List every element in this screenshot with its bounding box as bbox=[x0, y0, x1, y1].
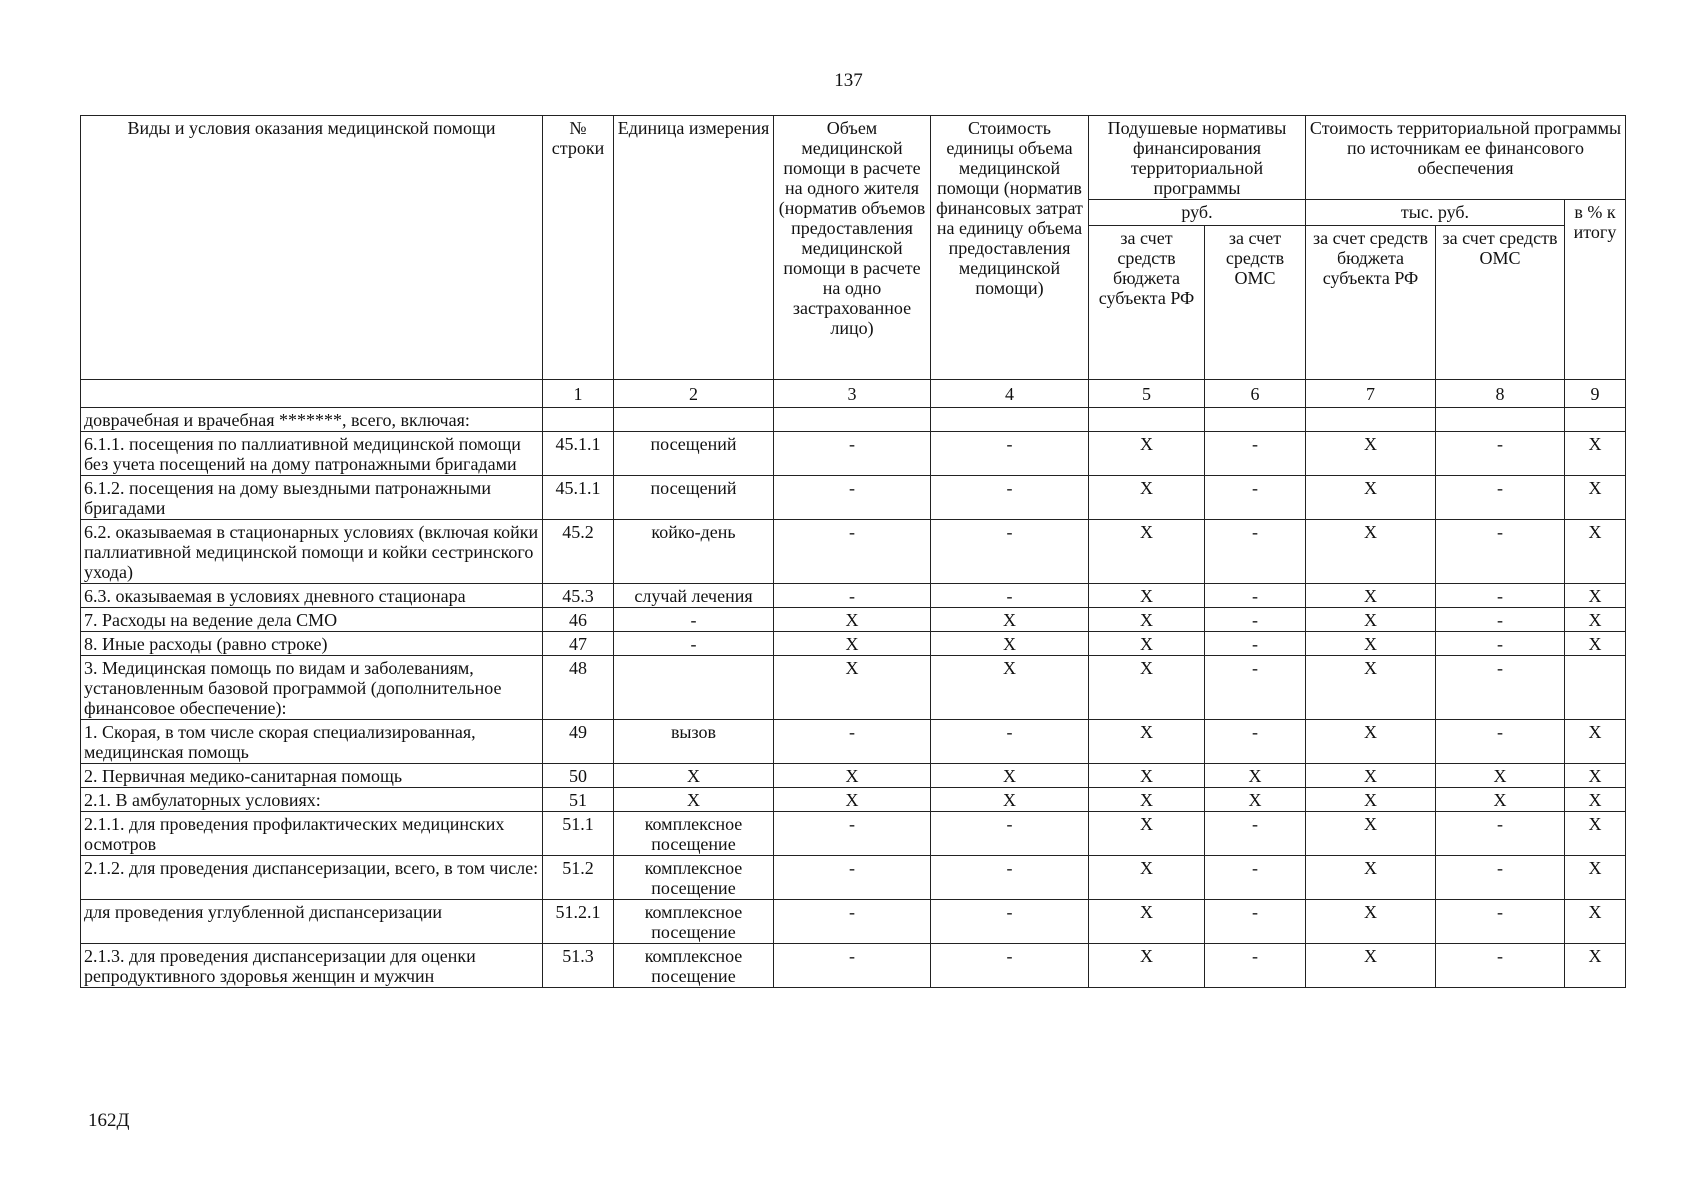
row-cost-oms: - bbox=[1436, 812, 1565, 856]
row-unit: комплексное посещение bbox=[614, 812, 774, 856]
row-cost-budget: X bbox=[1306, 656, 1436, 720]
row-name: 2.1.2. для проведения диспансеризации, всего, в том числе: bbox=[81, 856, 543, 900]
row-per-capita-oms: - bbox=[1205, 476, 1306, 520]
row-number bbox=[543, 408, 614, 432]
row-per-capita-budget: X bbox=[1089, 476, 1205, 520]
row-unit: X bbox=[614, 764, 774, 788]
row-volume: X bbox=[774, 764, 931, 788]
row-per-capita-budget: X bbox=[1089, 944, 1205, 988]
row-name: 6.1.1. посещения по паллиативной медицинской помощи без учета посещений на дому патронажными бригадами bbox=[81, 432, 543, 476]
row-cost-oms: - bbox=[1436, 900, 1565, 944]
row-unit: случай лечения bbox=[614, 584, 774, 608]
row-per-capita-oms: - bbox=[1205, 720, 1306, 764]
header-per-capita-group: Подушевые нормативы финансирования территориальной программы bbox=[1089, 116, 1306, 200]
row-cost-oms: - bbox=[1436, 520, 1565, 584]
row-unit-cost: - bbox=[931, 584, 1089, 608]
row-volume: - bbox=[774, 584, 931, 608]
header-volume: Объем медицинской помощи в расчете на одного жителя (норматив объемов предоставления медицинской помощи в расчете на одно застрахованное лицо) bbox=[774, 116, 931, 380]
row-name: 6.1.2. посещения на дому выездными патронажными бригадами bbox=[81, 476, 543, 520]
table-row bbox=[81, 608, 1626, 632]
column-number: 4 bbox=[931, 380, 1089, 408]
row-unit: - bbox=[614, 632, 774, 656]
row-per-capita-oms: - bbox=[1205, 432, 1306, 476]
row-per-capita-budget: X bbox=[1089, 432, 1205, 476]
header-oms-funds: за счет средств ОМС bbox=[1205, 226, 1306, 380]
row-cost-oms: - bbox=[1436, 608, 1565, 632]
row-per-capita-budget: X bbox=[1089, 900, 1205, 944]
header-rub: руб. bbox=[1089, 200, 1306, 226]
row-number: 45.1.1 bbox=[543, 432, 614, 476]
row-cost-oms bbox=[1436, 408, 1565, 432]
row-volume: X bbox=[774, 632, 931, 656]
row-cost-oms: - bbox=[1436, 476, 1565, 520]
row-unit: посещений bbox=[614, 432, 774, 476]
row-unit: комплексное посещение bbox=[614, 856, 774, 900]
row-name: 8. Иные расходы (равно строке) bbox=[81, 632, 543, 656]
header-budget-subject-rf-2: за счет средств бюджета субъекта РФ bbox=[1306, 226, 1436, 380]
row-cost-oms: - bbox=[1436, 720, 1565, 764]
row-volume bbox=[774, 408, 931, 432]
row-cost-budget: X bbox=[1306, 432, 1436, 476]
row-unit-cost: - bbox=[931, 720, 1089, 764]
row-name: 1. Скорая, в том числе скорая специализированная, медицинская помощь bbox=[81, 720, 543, 764]
table-row bbox=[81, 788, 1626, 812]
row-unit-cost bbox=[931, 408, 1089, 432]
row-cost-oms: - bbox=[1436, 632, 1565, 656]
column-number: 9 bbox=[1565, 380, 1626, 408]
row-name: 7. Расходы на ведение дела СМО bbox=[81, 608, 543, 632]
row-name: 2.1.1. для проведения профилактических медицинских осмотров bbox=[81, 812, 543, 856]
row-volume: - bbox=[774, 476, 931, 520]
row-per-capita-budget: X bbox=[1089, 656, 1205, 720]
row-number: 51.3 bbox=[543, 944, 614, 988]
row-per-capita-budget: X bbox=[1089, 812, 1205, 856]
row-volume: - bbox=[774, 812, 931, 856]
row-number: 51 bbox=[543, 788, 614, 812]
row-per-capita-oms: - bbox=[1205, 856, 1306, 900]
column-number: 7 bbox=[1306, 380, 1436, 408]
row-name: 2. Первичная медико-санитарная помощь bbox=[81, 764, 543, 788]
row-volume: X bbox=[774, 656, 931, 720]
row-cost-oms: - bbox=[1436, 856, 1565, 900]
row-per-capita-oms: - bbox=[1205, 608, 1306, 632]
row-percent-total bbox=[1565, 408, 1626, 432]
row-cost-oms: X bbox=[1436, 764, 1565, 788]
row-cost-oms: - bbox=[1436, 584, 1565, 608]
row-per-capita-budget: X bbox=[1089, 520, 1205, 584]
row-name: для проведения углубленной диспансеризации bbox=[81, 900, 543, 944]
financing-table bbox=[80, 115, 1626, 988]
row-cost-budget: X bbox=[1306, 856, 1436, 900]
row-cost-budget bbox=[1306, 408, 1436, 432]
header-thous-rub: тыс. руб. bbox=[1306, 200, 1565, 226]
row-unit-cost: - bbox=[931, 476, 1089, 520]
table-row bbox=[81, 944, 1626, 988]
row-number: 46 bbox=[543, 608, 614, 632]
row-number: 47 bbox=[543, 632, 614, 656]
table-row bbox=[81, 856, 1626, 900]
row-per-capita-oms: - bbox=[1205, 520, 1306, 584]
row-cost-budget: X bbox=[1306, 608, 1436, 632]
row-number: 45.1.1 bbox=[543, 476, 614, 520]
row-volume: X bbox=[774, 608, 931, 632]
footer-code: 162Д bbox=[88, 1110, 130, 1131]
row-cost-budget: X bbox=[1306, 900, 1436, 944]
table-row bbox=[81, 632, 1626, 656]
table-row bbox=[81, 476, 1626, 520]
row-name: доврачебная и врачебная *******, всего, включая: bbox=[81, 408, 543, 432]
row-per-capita-budget: X bbox=[1089, 584, 1205, 608]
table-row bbox=[81, 900, 1626, 944]
row-per-capita-oms: - bbox=[1205, 584, 1306, 608]
column-number: 2 bbox=[614, 380, 774, 408]
row-unit-cost: X bbox=[931, 608, 1089, 632]
row-unit-cost: X bbox=[931, 788, 1089, 812]
row-number: 51.2.1 bbox=[543, 900, 614, 944]
row-volume: - bbox=[774, 520, 931, 584]
row-per-capita-budget: X bbox=[1089, 632, 1205, 656]
column-numbers-row bbox=[81, 380, 1626, 408]
row-volume: - bbox=[774, 720, 931, 764]
table-row bbox=[81, 520, 1626, 584]
row-unit-cost: X bbox=[931, 632, 1089, 656]
row-cost-budget: X bbox=[1306, 520, 1436, 584]
row-unit-cost: - bbox=[931, 432, 1089, 476]
row-per-capita-oms: - bbox=[1205, 944, 1306, 988]
row-cost-budget: X bbox=[1306, 632, 1436, 656]
row-unit-cost: - bbox=[931, 812, 1089, 856]
row-unit: комплексное посещение bbox=[614, 944, 774, 988]
row-per-capita-oms bbox=[1205, 408, 1306, 432]
column-number: 6 bbox=[1205, 380, 1306, 408]
header-row-1 bbox=[81, 116, 1626, 200]
row-unit-cost: - bbox=[931, 900, 1089, 944]
row-percent-total: X bbox=[1565, 632, 1626, 656]
row-unit: X bbox=[614, 788, 774, 812]
row-percent-total: X bbox=[1565, 900, 1626, 944]
column-number: 3 bbox=[774, 380, 931, 408]
row-cost-budget: X bbox=[1306, 764, 1436, 788]
row-per-capita-budget: X bbox=[1089, 720, 1205, 764]
row-per-capita-oms: X bbox=[1205, 788, 1306, 812]
row-number: 51.1 bbox=[543, 812, 614, 856]
column-number: 5 bbox=[1089, 380, 1205, 408]
header-kinds-conditions: Виды и условия оказания медицинской помощи bbox=[81, 116, 543, 380]
row-cost-budget: X bbox=[1306, 584, 1436, 608]
row-percent-total: X bbox=[1565, 584, 1626, 608]
row-number: 51.2 bbox=[543, 856, 614, 900]
row-percent-total: X bbox=[1565, 812, 1626, 856]
row-volume: - bbox=[774, 900, 931, 944]
row-cost-budget: X bbox=[1306, 944, 1436, 988]
row-volume: - bbox=[774, 432, 931, 476]
row-percent-total: X bbox=[1565, 520, 1626, 584]
row-per-capita-budget: X bbox=[1089, 788, 1205, 812]
row-unit bbox=[614, 656, 774, 720]
table-row bbox=[81, 432, 1626, 476]
header-row-number: № строки bbox=[543, 116, 614, 380]
row-number: 49 bbox=[543, 720, 614, 764]
header-budget-subject-rf: за счет средств бюджета субъекта РФ bbox=[1089, 226, 1205, 380]
row-name: 6.2. оказываемая в стационарных условиях (включая койки паллиативной медицинской помощи и койки сестринского ухода) bbox=[81, 520, 543, 584]
row-cost-budget: X bbox=[1306, 812, 1436, 856]
row-name: 6.3. оказываемая в условиях дневного стационара bbox=[81, 584, 543, 608]
header-percent-total: в % к итогу bbox=[1565, 200, 1626, 380]
row-unit-cost: X bbox=[931, 764, 1089, 788]
table-row bbox=[81, 812, 1626, 856]
row-per-capita-budget bbox=[1089, 408, 1205, 432]
row-per-capita-oms: - bbox=[1205, 632, 1306, 656]
row-number: 45.2 bbox=[543, 520, 614, 584]
row-cost-budget: X bbox=[1306, 720, 1436, 764]
row-unit-cost: - bbox=[931, 944, 1089, 988]
row-percent-total: X bbox=[1565, 608, 1626, 632]
row-percent-total: X bbox=[1565, 788, 1626, 812]
header-unit: Единица измерения bbox=[614, 116, 774, 380]
row-cost-budget: X bbox=[1306, 788, 1436, 812]
row-per-capita-oms: X bbox=[1205, 764, 1306, 788]
row-unit: вызов bbox=[614, 720, 774, 764]
row-per-capita-budget: X bbox=[1089, 856, 1205, 900]
row-name: 3. Медицинская помощь по видам и заболеваниям, установленным базовой программой (дополнительное финансовое обеспечение): bbox=[81, 656, 543, 720]
row-unit: комплексное посещение bbox=[614, 900, 774, 944]
row-cost-budget: X bbox=[1306, 476, 1436, 520]
row-unit bbox=[614, 408, 774, 432]
row-number: 48 bbox=[543, 656, 614, 720]
header-program-cost-group: Стоимость территориальной программы по источникам ее финансового обеспечения bbox=[1306, 116, 1626, 200]
row-percent-total: X bbox=[1565, 856, 1626, 900]
row-per-capita-budget: X bbox=[1089, 608, 1205, 632]
row-unit: койко-день bbox=[614, 520, 774, 584]
row-per-capita-oms: - bbox=[1205, 812, 1306, 856]
table-row bbox=[81, 584, 1626, 608]
row-name: 2.1.3. для проведения диспансеризации для оценки репродуктивного здоровья женщин и мужчин bbox=[81, 944, 543, 988]
row-percent-total: X bbox=[1565, 944, 1626, 988]
row-unit: посещений bbox=[614, 476, 774, 520]
row-number: 45.3 bbox=[543, 584, 614, 608]
row-unit-cost: - bbox=[931, 856, 1089, 900]
row-percent-total: X bbox=[1565, 432, 1626, 476]
row-volume: X bbox=[774, 788, 931, 812]
page-number: 137 bbox=[834, 70, 863, 91]
row-percent-total: X bbox=[1565, 476, 1626, 520]
row-volume: - bbox=[774, 944, 931, 988]
column-number bbox=[81, 380, 543, 408]
table-row bbox=[81, 720, 1626, 764]
row-cost-oms: - bbox=[1436, 432, 1565, 476]
header-unit-cost: Стоимость единицы объема медицинской помощи (норматив финансовых затрат на единицу объема предоставления медицинской помощи) bbox=[931, 116, 1089, 380]
row-percent-total: X bbox=[1565, 764, 1626, 788]
row-unit: - bbox=[614, 608, 774, 632]
row-unit-cost: - bbox=[931, 520, 1089, 584]
row-unit-cost: X bbox=[931, 656, 1089, 720]
row-volume: - bbox=[774, 856, 931, 900]
column-number: 1 bbox=[543, 380, 614, 408]
row-per-capita-oms: - bbox=[1205, 656, 1306, 720]
row-cost-oms: - bbox=[1436, 656, 1565, 720]
column-number: 8 bbox=[1436, 380, 1565, 408]
row-percent-total bbox=[1565, 656, 1626, 720]
row-per-capita-oms: - bbox=[1205, 900, 1306, 944]
row-name: 2.1. В амбулаторных условиях: bbox=[81, 788, 543, 812]
table-row bbox=[81, 408, 1626, 432]
table-row bbox=[81, 656, 1626, 720]
table-row bbox=[81, 764, 1626, 788]
row-cost-oms: X bbox=[1436, 788, 1565, 812]
row-cost-oms: - bbox=[1436, 944, 1565, 988]
row-percent-total: X bbox=[1565, 720, 1626, 764]
row-per-capita-budget: X bbox=[1089, 764, 1205, 788]
row-number: 50 bbox=[543, 764, 614, 788]
header-oms-funds-2: за счет средств ОМС bbox=[1436, 226, 1565, 380]
